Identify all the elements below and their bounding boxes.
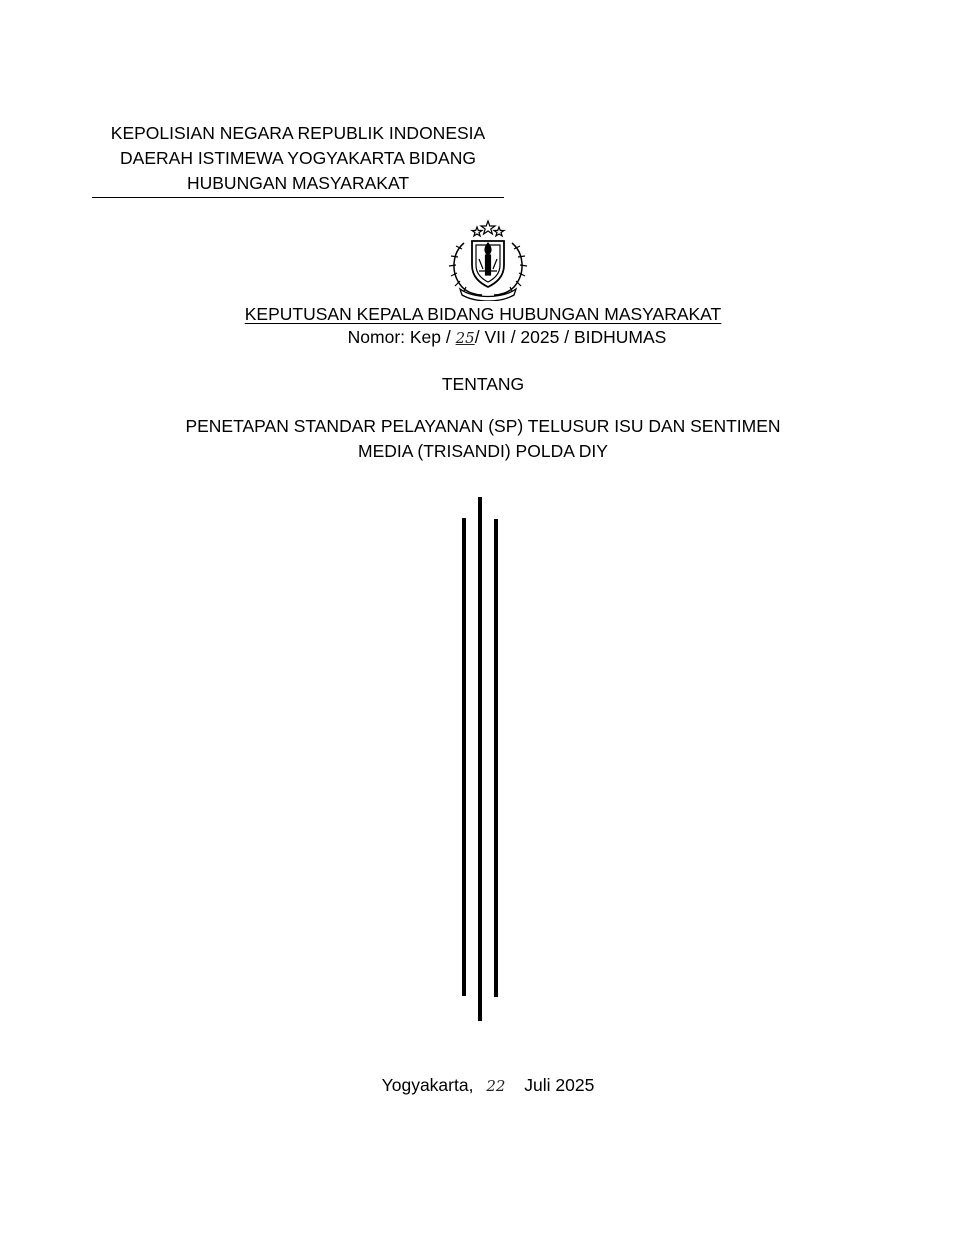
left-bar: [462, 518, 466, 996]
decree-number-handwritten: 25: [455, 329, 475, 347]
polri-emblem-icon: [444, 219, 532, 301]
decree-number-prefix: Nomor: Kep /: [347, 327, 456, 347]
letterhead: [92, 121, 504, 198]
decree-number: [24, 327, 966, 348]
decree-number-suffix: / VII / 2025 / BIDHUMAS: [474, 327, 667, 347]
signing-date: [5, 1075, 966, 1096]
decree-title: KEPUTUSAN KEPALA BIDANG HUBUNGAN MASYARAKAT: [244, 304, 722, 324]
letterhead-line-2: DAERAH ISTIMEWA YOGYAKARTA BIDANG: [120, 148, 476, 168]
right-bar: [494, 519, 498, 997]
letterhead-line-1: KEPOLISIAN NEGARA REPUBLIK INDONESIA: [110, 123, 486, 143]
letterhead-line-3: HUBUNGAN MASYARAKAT: [186, 173, 410, 193]
signing-month-year: Juli 2025: [524, 1075, 595, 1095]
center-bar: [478, 497, 482, 1021]
subject-line-2: MEDIA (TRISANDI) POLDA DIY: [358, 441, 608, 461]
about-label: TENTANG: [441, 374, 525, 394]
subject-line-1: PENETAPAN STANDAR PELAYANAN (SP) TELUSUR ISU DAN SENTIMEN: [185, 416, 781, 436]
signing-place: Yogyakarta,: [381, 1075, 474, 1095]
signing-day-handwritten: 22: [486, 1077, 506, 1095]
